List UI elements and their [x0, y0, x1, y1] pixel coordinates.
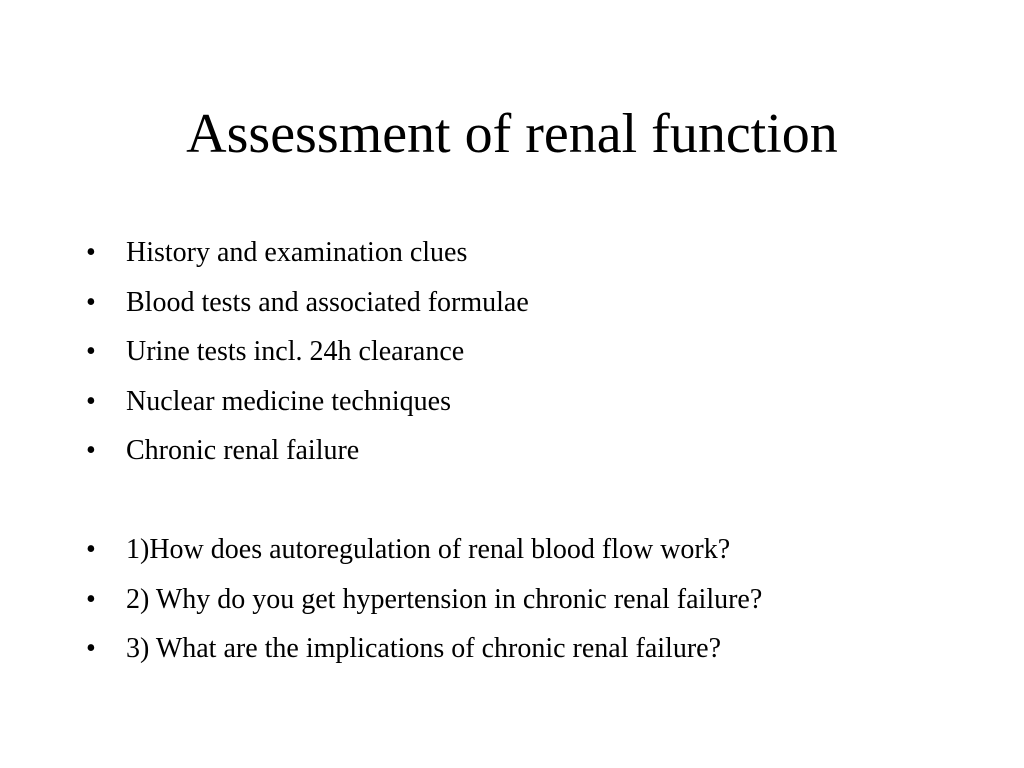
bullet-icon: •	[86, 336, 96, 367]
topic-item	[86, 327, 986, 377]
question-item	[86, 525, 986, 575]
topic-text: History and examination clues	[126, 237, 468, 268]
list-spacer	[86, 476, 986, 526]
bullet-icon: •	[86, 385, 96, 417]
question-text: 2) Why do you get hypertension in chronic renal failure?	[126, 583, 763, 615]
bullet-icon: •	[86, 286, 96, 318]
bullet-list	[86, 228, 986, 674]
topic-item	[86, 377, 986, 427]
bullet-icon: •	[86, 633, 96, 664]
slide-title: Assessment of renal function	[186, 103, 838, 165]
topic-item	[86, 228, 986, 278]
question-item	[86, 624, 986, 674]
question-item	[86, 575, 986, 625]
topic-text: Urine tests incl. 24h clearance	[126, 336, 465, 367]
bullet-icon: •	[86, 237, 96, 268]
bullet-icon: •	[86, 583, 96, 615]
topic-item	[86, 278, 986, 328]
question-text: 3) What are the implications of chronic renal failure?	[126, 633, 721, 664]
topic-text: Chronic renal failure	[126, 435, 360, 466]
bullet-icon: •	[86, 534, 96, 565]
bullet-icon: •	[86, 435, 96, 466]
topic-item	[86, 426, 986, 476]
topic-text: Nuclear medicine techniques	[126, 385, 451, 417]
topic-text: Blood tests and associated formulae	[126, 286, 529, 318]
question-text: 1)How does autoregulation of renal blood flow work?	[126, 534, 731, 565]
